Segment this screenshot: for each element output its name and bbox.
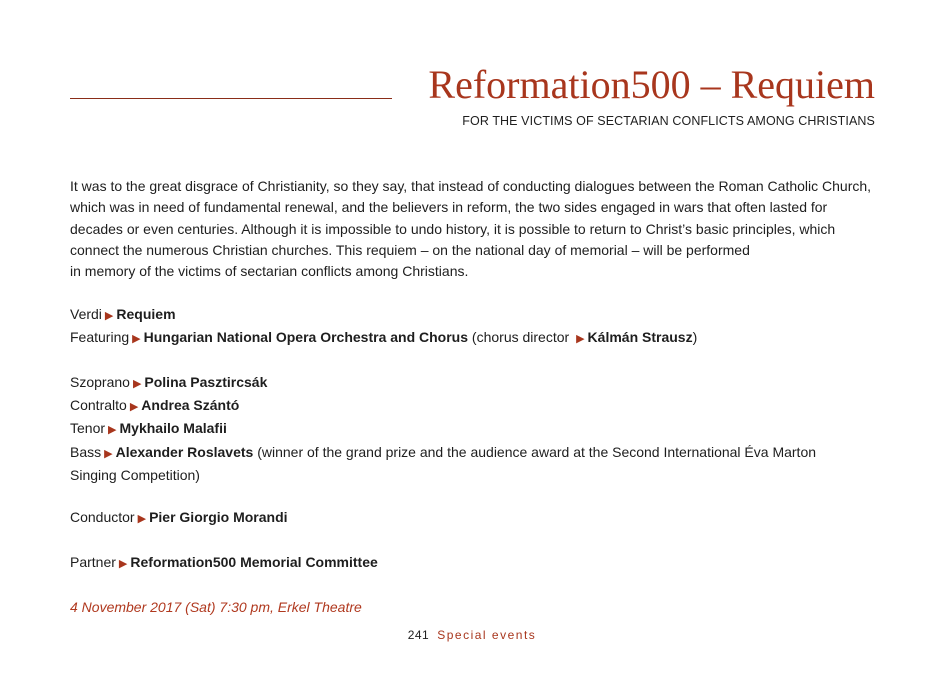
soloist-line: [70, 442, 878, 465]
conductor-name: Pier Giorgio Morandi: [149, 509, 288, 526]
partner-label: Partner: [70, 554, 116, 571]
arrow-icon: ▶: [132, 377, 142, 390]
soloist-line: [70, 395, 878, 418]
arrow-icon: ▶: [108, 424, 117, 437]
arrow-icon: ▶: [104, 309, 114, 322]
soloist-line: [70, 418, 878, 441]
conductor-line: [70, 507, 878, 530]
work-line: [70, 304, 878, 327]
section-name: Special events: [437, 628, 537, 642]
conductor-label: Conductor: [70, 509, 135, 526]
soloist-name: Polina Pasztircsák: [144, 373, 268, 390]
bass-note: (winner of the grand prize and the audience award at the Second International Éva Marton: [257, 443, 817, 460]
soloist-name: Mykhailo Malafii: [119, 420, 227, 437]
page-number: 241: [407, 628, 430, 642]
arrow-icon: ▶: [118, 558, 128, 571]
partner-line: [70, 552, 878, 575]
featuring-line: Featuring ▶ Hungarian National Opera Orchestra and Chorus (chorus director ▶ Kálmán Strausz): [70, 327, 878, 350]
title-rule: [70, 98, 392, 99]
intro-paragraph: [70, 176, 878, 282]
chorus-director-label: (chorus director: [471, 329, 570, 346]
composer: Verdi: [70, 305, 102, 322]
featuring-ensemble: Hungarian National Opera Orchestra and Chorus: [143, 329, 469, 346]
page-subtitle: FOR THE VICTIMS OF SECTARIAN CONFLICTS AMONG CHRISTIANS: [462, 114, 875, 128]
soloist-role: Contralto: [70, 396, 127, 413]
work-title: Requiem: [116, 305, 176, 322]
soloist-name: Andrea Szántó: [141, 396, 240, 413]
article-body: [70, 176, 878, 618]
arrow-icon: ▶: [137, 513, 147, 526]
event-date: 4 November 2017 (Sat) 7:30 pm, Erkel Theatre: [70, 598, 362, 615]
arrow-icon: ▶: [132, 333, 141, 346]
bass-note-continued: Singing Competition): [70, 466, 200, 483]
partner-name: Reformation500 Memorial Committee: [130, 554, 378, 571]
intro-line: which was in need of fundamental renewal, and the believers in reform, the two sides engaged in wars that often lasted for: [70, 199, 828, 216]
intro-line: in memory of the victims of sectarian conflicts among Christians.: [70, 263, 469, 280]
arrow-icon: ▶: [576, 333, 585, 346]
arrow-icon: ▶: [129, 400, 139, 413]
intro-line: connect the numerous Christian churches. This requiem – on the national day of memorial – will be performed: [70, 241, 750, 258]
soloist-role: Szoprano: [70, 373, 130, 390]
arrow-icon: ▶: [104, 447, 113, 460]
intro-line: decades or even centuries. Although it is impossible to undo history, it is possible to return to Christ’s basic principles, which: [70, 220, 836, 237]
page-title: Reformation500 – Requiem: [428, 62, 875, 107]
page-footer: [0, 628, 944, 642]
soloist-role: Bass: [70, 443, 102, 460]
soloist-line: [70, 372, 878, 395]
intro-line: It was to the great disgrace of Christianity, so they say, that instead of conducting dialogues between the Roman Catholic Church,: [70, 178, 872, 194]
featuring-label: Featuring: [70, 329, 130, 346]
soloist-role: Tenor: [70, 420, 106, 437]
chorus-director: Kálmán Strausz: [587, 329, 693, 346]
soloist-name: Alexander Roslavets: [115, 443, 254, 460]
